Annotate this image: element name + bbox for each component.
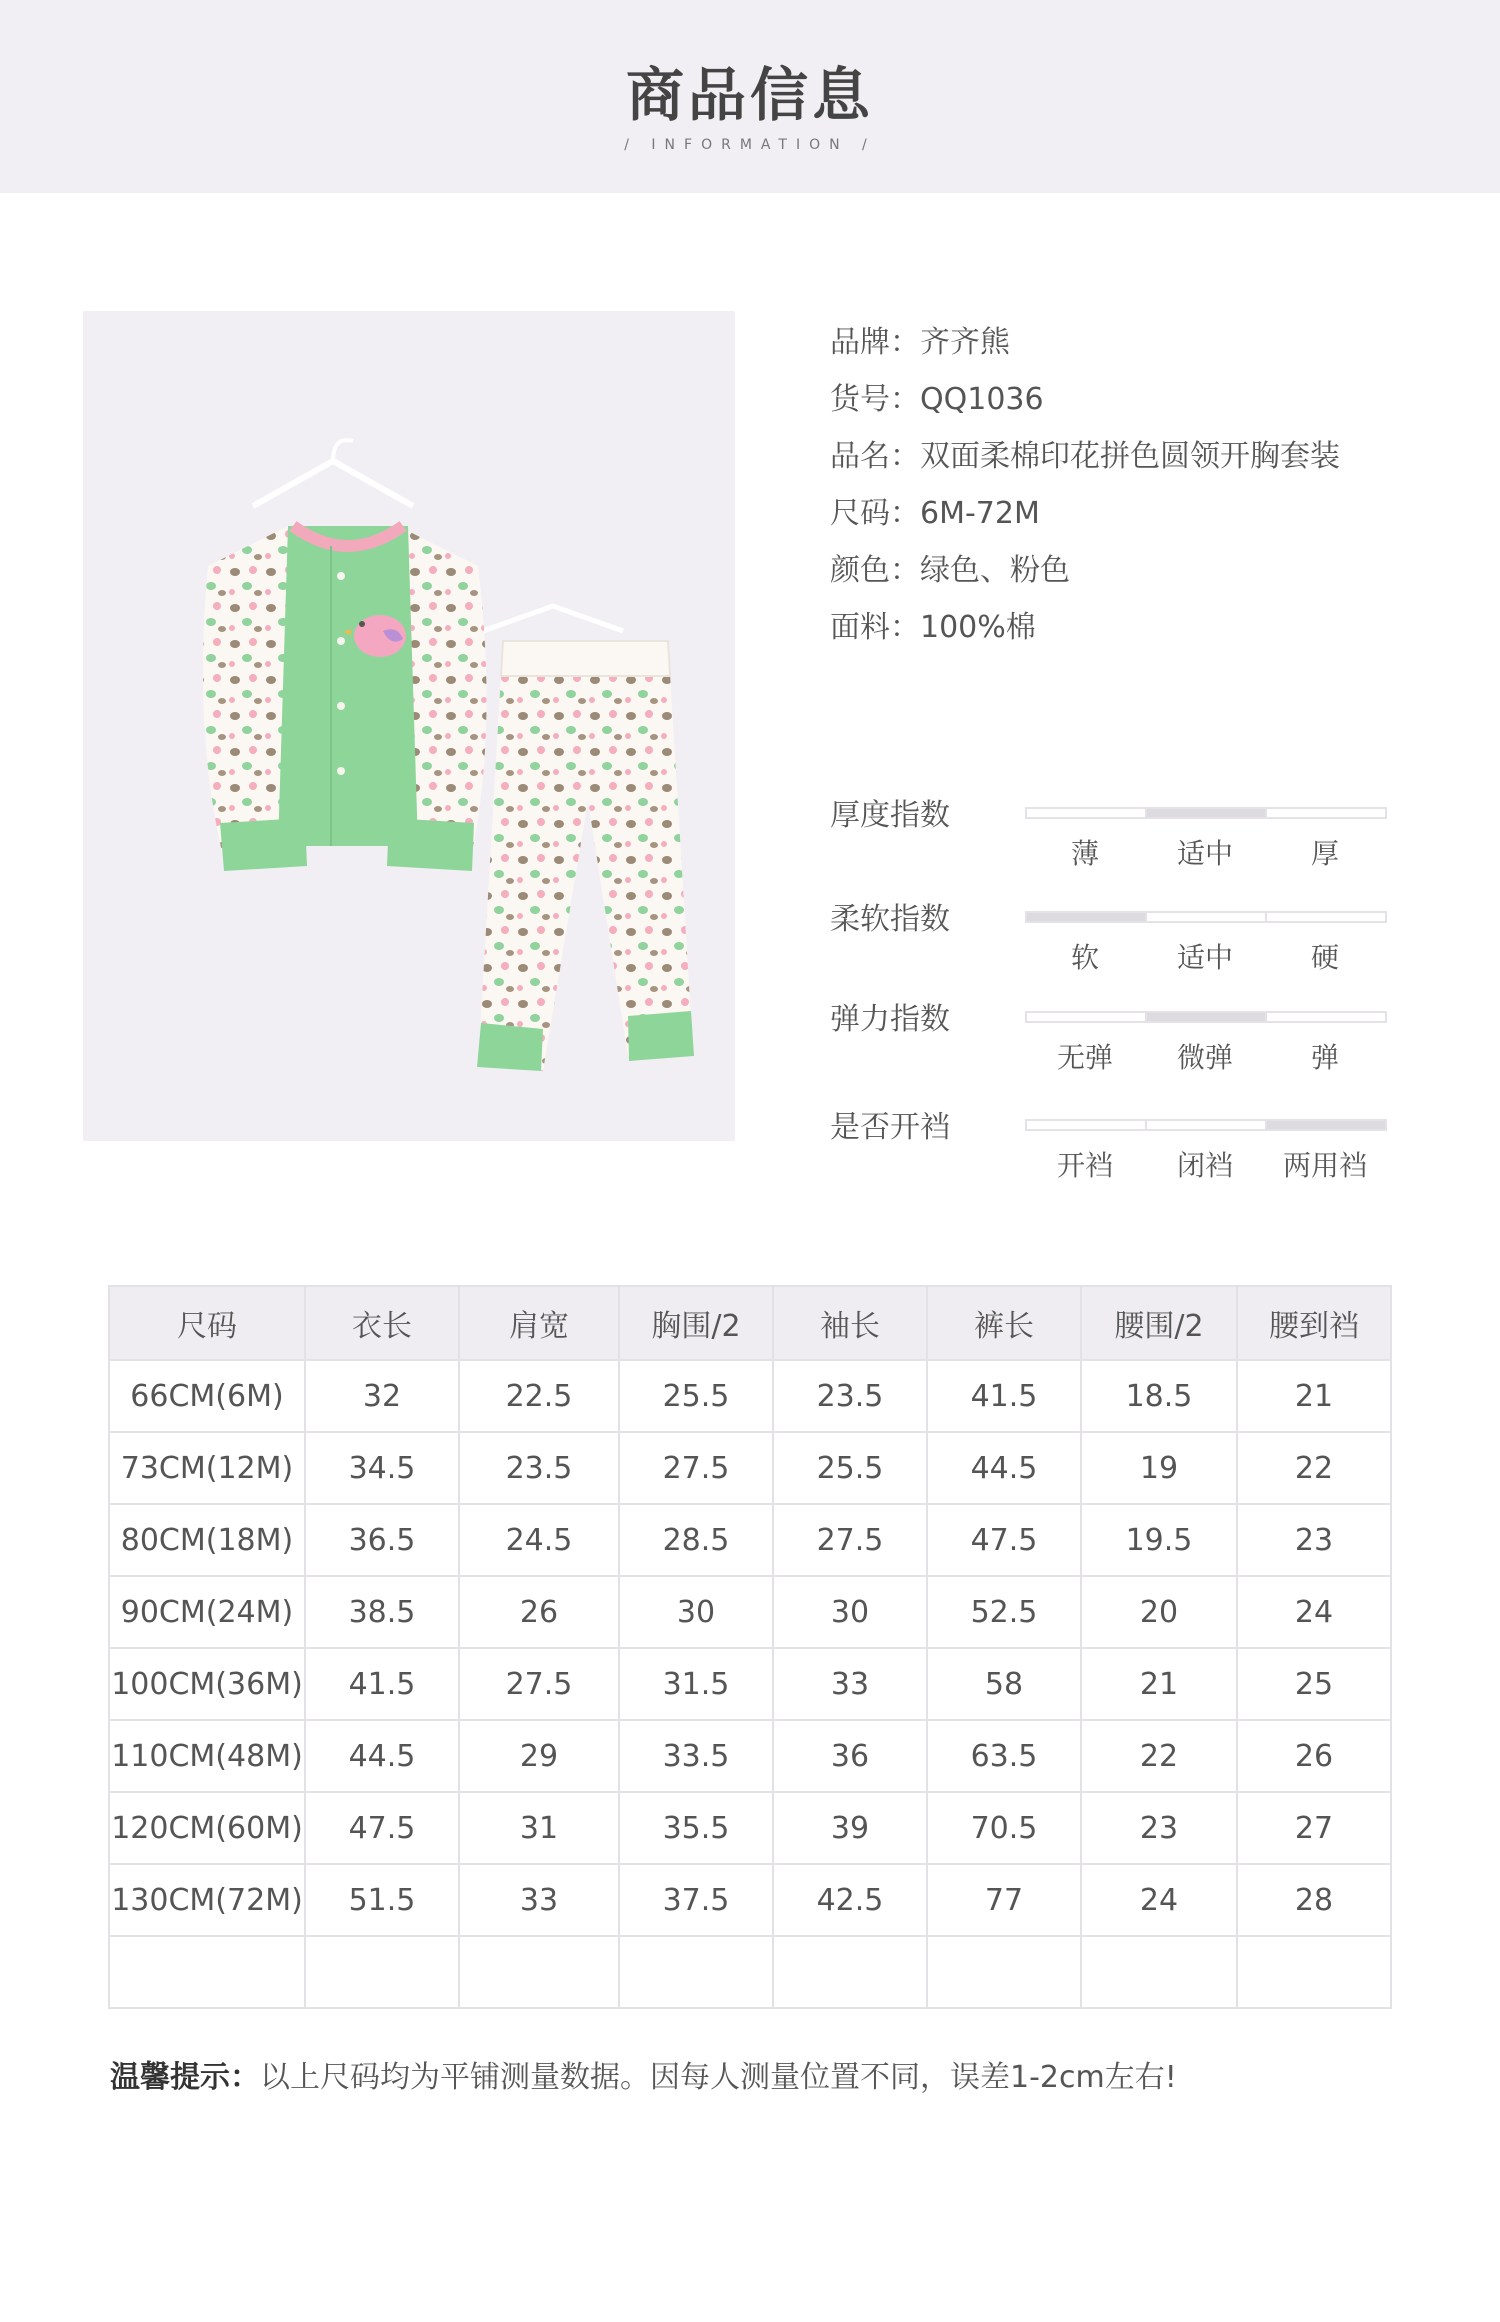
index-option: 适中 bbox=[1176, 941, 1233, 974]
index-option: 微弹 bbox=[1176, 1041, 1233, 1074]
table-cell: 33 bbox=[459, 1864, 619, 1936]
table-cell bbox=[109, 1936, 305, 2008]
table-cell: 66CM(6M) bbox=[109, 1360, 305, 1432]
table-cell bbox=[1237, 1936, 1391, 2008]
column-header: 袖长 bbox=[773, 1286, 927, 1360]
table-cell: 26 bbox=[459, 1576, 619, 1648]
table-row bbox=[109, 1864, 1391, 1936]
size-range-line: 尺码：6M-72M bbox=[830, 496, 1040, 531]
index-label: 厚度指数 bbox=[830, 798, 950, 833]
table-cell: 21 bbox=[1081, 1648, 1237, 1720]
size-table-header bbox=[109, 1286, 1391, 1360]
column-header: 肩宽 bbox=[459, 1286, 619, 1360]
table-cell: 26 bbox=[1237, 1720, 1391, 1792]
index-bar bbox=[1025, 1011, 1385, 1023]
column-header: 胸围/2 bbox=[619, 1286, 773, 1360]
table-row bbox=[109, 1504, 1391, 1576]
table-cell: 58 bbox=[927, 1648, 1081, 1720]
index-segment bbox=[1145, 911, 1267, 923]
table-cell bbox=[459, 1936, 619, 2008]
table-cell: 32 bbox=[305, 1360, 459, 1432]
table-cell: 30 bbox=[773, 1576, 927, 1648]
table-cell: 41.5 bbox=[305, 1648, 459, 1720]
table-cell: 27.5 bbox=[459, 1648, 619, 1720]
index-segment bbox=[1265, 807, 1387, 819]
table-cell: 23.5 bbox=[773, 1360, 927, 1432]
table-cell: 110CM(48M) bbox=[109, 1720, 305, 1792]
index-segment bbox=[1265, 1119, 1387, 1131]
softness-index bbox=[830, 894, 1390, 994]
table-cell: 100CM(36M) bbox=[109, 1648, 305, 1720]
table-cell bbox=[927, 1936, 1081, 2008]
table-cell: 27.5 bbox=[619, 1432, 773, 1504]
info-header bbox=[0, 0, 1500, 193]
header-title: 商品信息 bbox=[625, 61, 874, 129]
index-option: 软 bbox=[1070, 941, 1099, 974]
table-cell: 23.5 bbox=[459, 1432, 619, 1504]
table-cell: 44.5 bbox=[927, 1432, 1081, 1504]
table-cell: 28 bbox=[1237, 1864, 1391, 1936]
table-cell: 19 bbox=[1081, 1432, 1237, 1504]
table-cell: 25 bbox=[1237, 1648, 1391, 1720]
table-cell: 22 bbox=[1237, 1432, 1391, 1504]
index-segment bbox=[1025, 1011, 1147, 1023]
table-cell: 24 bbox=[1081, 1864, 1237, 1936]
index-bar bbox=[1025, 1119, 1385, 1131]
table-cell: 30 bbox=[619, 1576, 773, 1648]
index-label: 柔软指数 bbox=[830, 902, 950, 937]
column-header: 衣长 bbox=[305, 1286, 459, 1360]
table-cell bbox=[1081, 1936, 1237, 2008]
table-cell: 70.5 bbox=[927, 1792, 1081, 1864]
fabric-line: 面料：100%棉 bbox=[830, 610, 1036, 645]
table-cell: 52.5 bbox=[927, 1576, 1081, 1648]
table-cell: 80CM(18M) bbox=[109, 1504, 305, 1576]
table-cell: 42.5 bbox=[773, 1864, 927, 1936]
table-row bbox=[109, 1792, 1391, 1864]
table-cell: 38.5 bbox=[305, 1576, 459, 1648]
table-cell: 44.5 bbox=[305, 1720, 459, 1792]
index-segment bbox=[1025, 1119, 1147, 1131]
thickness-index bbox=[830, 790, 1390, 890]
table-row bbox=[109, 1360, 1391, 1432]
index-segment bbox=[1025, 807, 1147, 819]
table-cell: 33.5 bbox=[619, 1720, 773, 1792]
column-header: 裤长 bbox=[927, 1286, 1081, 1360]
table-cell bbox=[305, 1936, 459, 2008]
header-subtitle: / INFORMATION / bbox=[624, 137, 876, 153]
table-cell: 22.5 bbox=[459, 1360, 619, 1432]
table-cell: 36 bbox=[773, 1720, 927, 1792]
table-cell: 25.5 bbox=[773, 1432, 927, 1504]
table-cell: 21 bbox=[1237, 1360, 1391, 1432]
table-cell: 130CM(72M) bbox=[109, 1864, 305, 1936]
column-header: 腰到裆 bbox=[1237, 1286, 1391, 1360]
index-option: 两用裆 bbox=[1282, 1149, 1367, 1182]
index-option: 无弹 bbox=[1056, 1041, 1113, 1074]
table-cell: 41.5 bbox=[927, 1360, 1081, 1432]
table-cell: 20 bbox=[1081, 1576, 1237, 1648]
table-cell: 18.5 bbox=[1081, 1360, 1237, 1432]
table-cell: 63.5 bbox=[927, 1720, 1081, 1792]
table-cell: 28.5 bbox=[619, 1504, 773, 1576]
index-bar bbox=[1025, 807, 1385, 819]
product-photo bbox=[83, 311, 735, 1141]
table-cell bbox=[773, 1936, 927, 2008]
table-cell: 47.5 bbox=[305, 1792, 459, 1864]
index-option: 开裆 bbox=[1056, 1149, 1113, 1182]
tip-label: 温馨提示： bbox=[110, 2060, 260, 2095]
table-cell: 24 bbox=[1237, 1576, 1391, 1648]
table-cell: 24.5 bbox=[459, 1504, 619, 1576]
table-cell: 90CM(24M) bbox=[109, 1576, 305, 1648]
column-header: 腰围/2 bbox=[1081, 1286, 1237, 1360]
index-segment bbox=[1265, 911, 1387, 923]
brand-line: 品牌：齐齐熊 bbox=[830, 325, 1010, 360]
tip-text: 以上尺码均为平铺测量数据。因每人测量位置不同，误差1-2cm左右! bbox=[260, 2060, 1177, 2095]
index-segment bbox=[1145, 1011, 1267, 1023]
table-cell: 36.5 bbox=[305, 1504, 459, 1576]
table-row bbox=[109, 1720, 1391, 1792]
table-cell: 29 bbox=[459, 1720, 619, 1792]
table-cell: 31 bbox=[459, 1792, 619, 1864]
table-cell: 19.5 bbox=[1081, 1504, 1237, 1576]
table-cell: 77 bbox=[927, 1864, 1081, 1936]
table-row bbox=[109, 1432, 1391, 1504]
table-row bbox=[109, 1576, 1391, 1648]
table-cell: 22 bbox=[1081, 1720, 1237, 1792]
table-cell: 120CM(60M) bbox=[109, 1792, 305, 1864]
index-segment bbox=[1265, 1011, 1387, 1023]
index-option: 闭裆 bbox=[1176, 1149, 1233, 1182]
index-bar bbox=[1025, 911, 1385, 923]
table-cell: 34.5 bbox=[305, 1432, 459, 1504]
index-segment bbox=[1145, 807, 1267, 819]
sku-line: 货号：QQ1036 bbox=[830, 382, 1044, 417]
index-option: 硬 bbox=[1310, 941, 1339, 974]
table-cell: 31.5 bbox=[619, 1648, 773, 1720]
table-cell: 33 bbox=[773, 1648, 927, 1720]
index-label: 弹力指数 bbox=[830, 1002, 950, 1037]
size-table bbox=[108, 1285, 1392, 2009]
product-name-line: 品名：双面柔棉印花拼色圆领开胸套装 bbox=[830, 439, 1340, 474]
table-cell: 23 bbox=[1081, 1792, 1237, 1864]
table-cell: 35.5 bbox=[619, 1792, 773, 1864]
table-cell: 39 bbox=[773, 1792, 927, 1864]
table-cell: 37.5 bbox=[619, 1864, 773, 1936]
table-cell: 23 bbox=[1237, 1504, 1391, 1576]
elasticity-index bbox=[830, 994, 1390, 1094]
table-row bbox=[109, 1648, 1391, 1720]
index-option: 薄 bbox=[1070, 837, 1099, 870]
index-option: 弹 bbox=[1310, 1041, 1339, 1074]
index-option: 适中 bbox=[1176, 837, 1233, 870]
index-option: 厚 bbox=[1310, 837, 1339, 870]
column-header: 尺码 bbox=[109, 1286, 305, 1360]
table-cell: 73CM(12M) bbox=[109, 1432, 305, 1504]
product-info bbox=[830, 318, 1340, 660]
index-label: 是否开裆 bbox=[830, 1110, 950, 1145]
table-cell: 47.5 bbox=[927, 1504, 1081, 1576]
tip-note bbox=[110, 2052, 1177, 2096]
table-cell: 51.5 bbox=[305, 1864, 459, 1936]
table-cell: 27.5 bbox=[773, 1504, 927, 1576]
index-segment bbox=[1145, 1119, 1267, 1131]
index-segment bbox=[1025, 911, 1147, 923]
table-cell: 27 bbox=[1237, 1792, 1391, 1864]
color-line: 颜色：绿色、粉色 bbox=[830, 553, 1070, 588]
table-cell: 25.5 bbox=[619, 1360, 773, 1432]
table-cell bbox=[619, 1936, 773, 2008]
table-row bbox=[109, 1936, 1391, 2008]
crotch-type-index bbox=[830, 1102, 1390, 1202]
